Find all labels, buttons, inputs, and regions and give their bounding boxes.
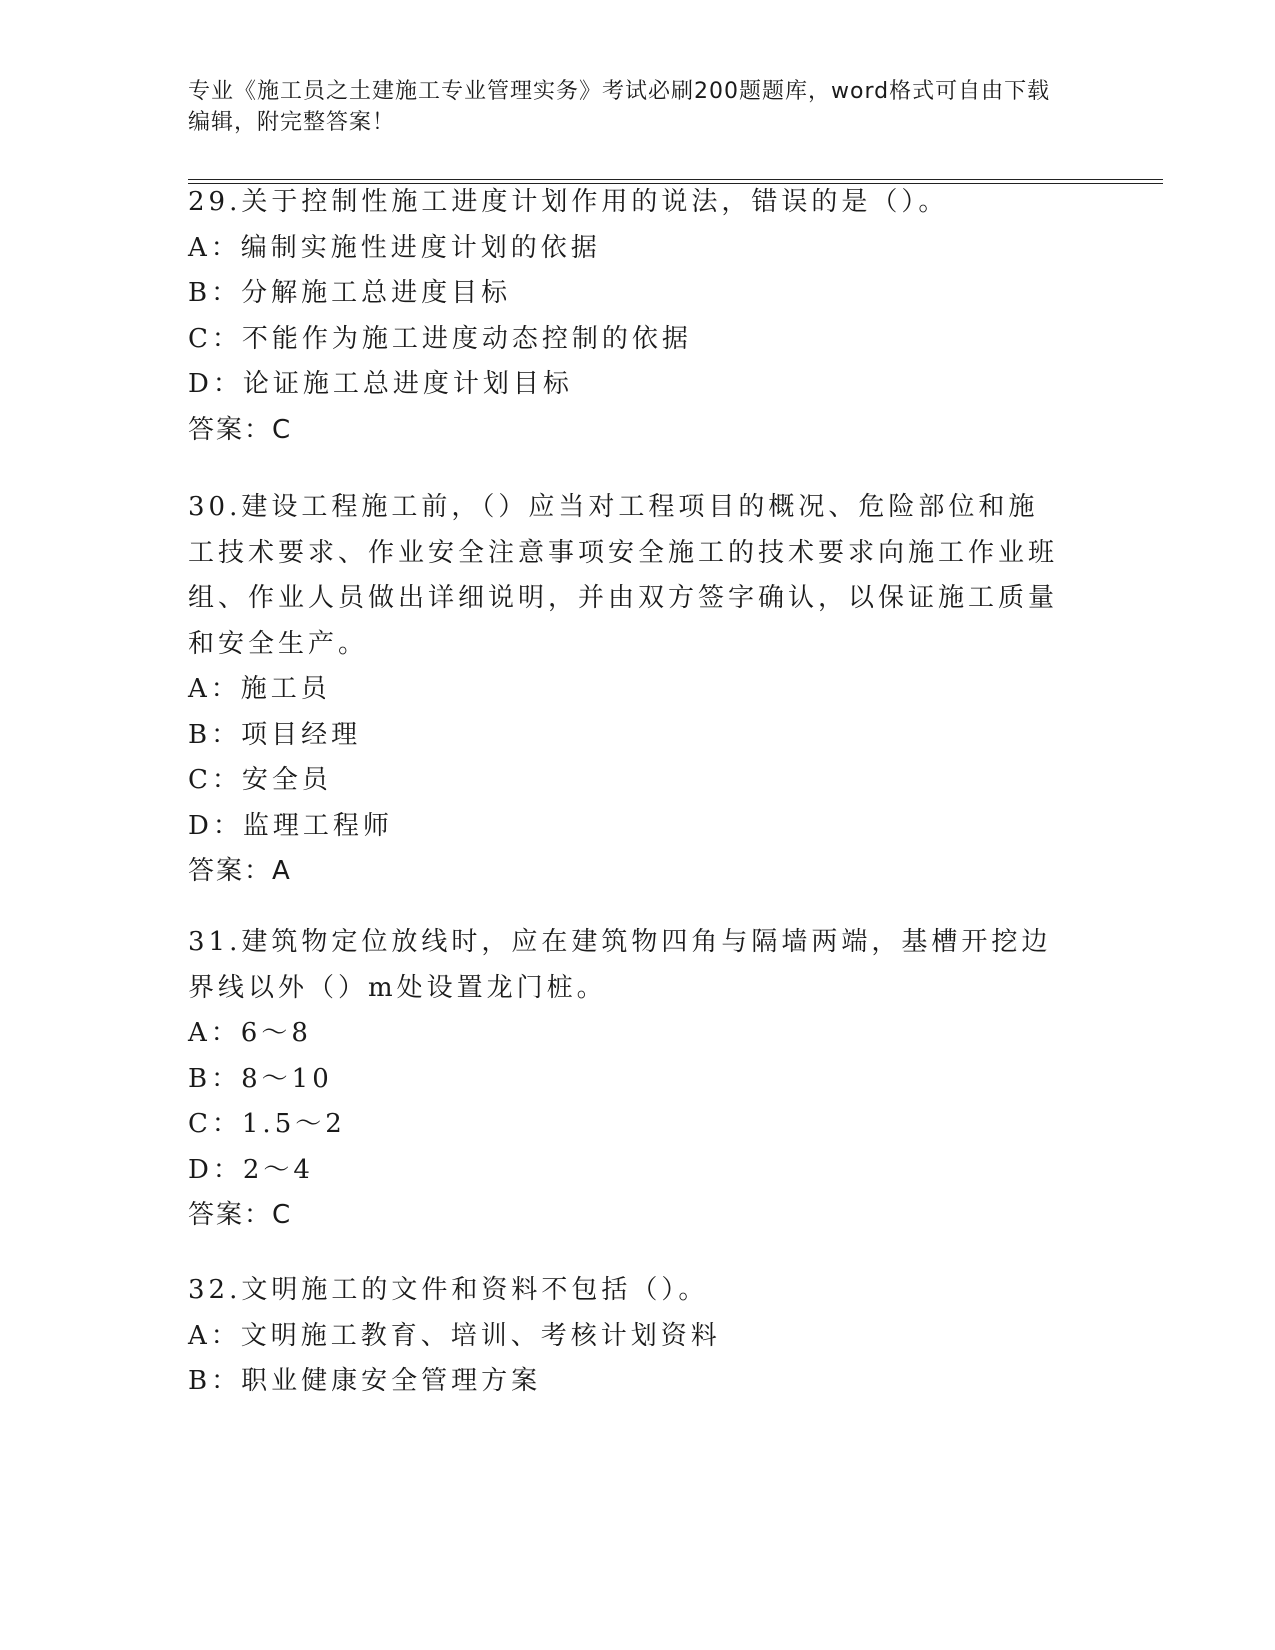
option-a: A：编制实施性进度计划的依据 [188, 232, 601, 263]
question-30 [188, 485, 1068, 895]
option-c: C：安全员 [188, 765, 332, 795]
option-b: B：项目经理 [188, 719, 362, 750]
answer: 答案：C [188, 414, 293, 445]
question-stem: 32.文明施工的文件和资料不包括（）。 [188, 1275, 709, 1305]
answer: 答案：C [188, 1200, 293, 1230]
answer: 答案：A [188, 856, 292, 886]
option-c: C：不能作为施工进度动态控制的依据 [188, 323, 692, 354]
question-29 [188, 180, 1068, 453]
document-header: 专业《施工员之土建施工专业管理实务》考试必刷200题题库，word格式可自由下载编辑，附完整答案！ [188, 79, 1051, 135]
question-stem: 30.建设工程施工前，（）应当对工程项目的概况、危险部位和施工技术要求、作业安全注意事项安全施工的技术要求向施工作业班组、作业人员做出详细说明，并由双方签字确认，以保证施工质量和安全生产。 [188, 492, 1059, 659]
option-d: D：论证施工总进度计划目标 [188, 369, 573, 399]
option-d: D：监理工程师 [188, 810, 393, 841]
option-c: C：1.5～2 [188, 1109, 346, 1139]
option-a: A：6～8 [188, 1018, 312, 1048]
option-d: D：2～4 [188, 1154, 314, 1185]
question-stem: 31.建筑物定位放线时，应在建筑物四角与隔墙两端，基槽开挖边界线以外（）m处设置龙门桩。 [188, 927, 1052, 1003]
option-b: B：职业健康安全管理方案 [188, 1366, 542, 1396]
option-b: B：分解施工总进度目标 [188, 278, 512, 308]
option-b: B：8～10 [188, 1063, 333, 1094]
question-31 [188, 920, 1068, 1239]
question-stem: 29.关于控制性施工进度计划作用的说法，错误的是（）。 [188, 187, 949, 217]
question-32 [188, 1268, 1068, 1405]
option-a: A：文明施工教育、培训、考核计划资料 [188, 1320, 721, 1351]
option-a: A：施工员 [188, 674, 331, 704]
